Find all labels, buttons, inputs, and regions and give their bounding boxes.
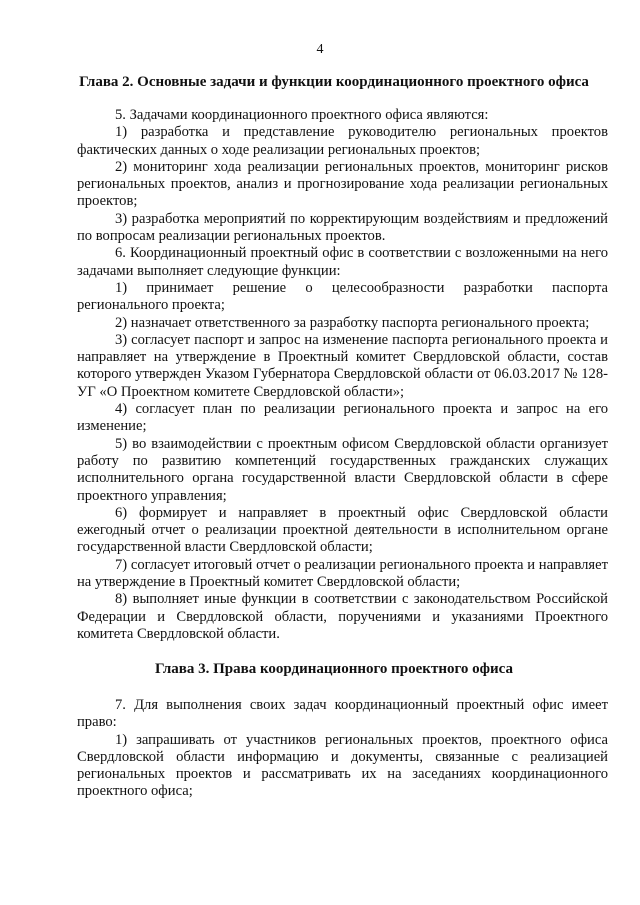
paragraph-function-3: 3) согласует паспорт и запрос на изменение паспорта регионального проекта и направляет на утверждение в Проектный комитет Свердловской области, состав которого утвержден Указом Губернатора Свердловской области от 06.03.2017 № 128-УГ «О Проектном комитете Свердловской области»;: [77, 331, 608, 400]
paragraph-function-2: 2) назначает ответственного за разработку паспорта регионального проекта;: [115, 314, 590, 331]
paragraph-function-6: 6) формирует и направляет в проектный офис Свердловской области ежегодный отчет о реализации проектной деятельности в исполнительном органе государственной власти Свердловской области;: [77, 504, 608, 556]
paragraph-item-5: 5. Задачами координационного проектного офиса являются:: [115, 107, 489, 123]
chapter-3-heading: Глава 3. Права координационного проектного офиса: [154, 661, 514, 677]
paragraph-task-2: 2) мониторинг хода реализации региональных проектов, мониторинг рисков региональных проектов, анализ и прогнозирование хода реализации региональных проектов;: [77, 158, 608, 210]
paragraph-function-8: 8) выполняет иные функции в соответствии с законодательством Российской Федерации и Свердловской области, поручениями и указаниями Проектного комитета Свердловской области.: [77, 591, 608, 642]
paragraph-task-3: 3) разработка мероприятий по корректирующим воздействиям и предложений по вопросам реализации региональных проектов.: [77, 210, 608, 245]
paragraph-function-1: 1) принимает решение о целесообразности разработки паспорта регионального проекта;: [77, 279, 608, 314]
chapter-3-body: [77, 697, 608, 801]
paragraph-item-6: 6. Координационный проектный офис в соответствии с возложенными на него задачами выполняет следующие функции:: [77, 245, 608, 279]
paragraph-task-1: 1) разработка и представление руководителю региональных проектов фактических данных о ходе реализации региональных проектов;: [77, 124, 608, 158]
page-number: 4: [316, 42, 324, 57]
paragraph-function-4: 4) согласует план по реализации регионального проекта и запрос на его изменение;: [77, 401, 608, 435]
chapter-2-heading: Глава 2. Основные задачи и функции координационного проектного офиса: [79, 74, 589, 90]
paragraph-right-1: 1) запрашивать от участников региональных проектов, проектного офиса Свердловской области информацию и документы, связанные с реализацией региональных проектов и рассматривать их на заседаниях координационного проектного офиса;: [77, 731, 608, 800]
paragraph-function-7: 7) согласует итоговый отчет о реализации регионального проекта и направляет на утверждение в Проектный комитет Свердловской области;: [77, 556, 608, 591]
paragraph-item-7: 7. Для выполнения своих задач координационный проектный офис имеет право:: [77, 697, 608, 731]
paragraph-function-5: 5) во взаимодействии с проектным офисом Свердловской области организует работу по развитию компетенций государственных гражданских служащих исполнительного органа государственной власти Свердловской области в сфере проектного управления;: [77, 435, 608, 504]
chapter-2-body: [77, 107, 608, 643]
